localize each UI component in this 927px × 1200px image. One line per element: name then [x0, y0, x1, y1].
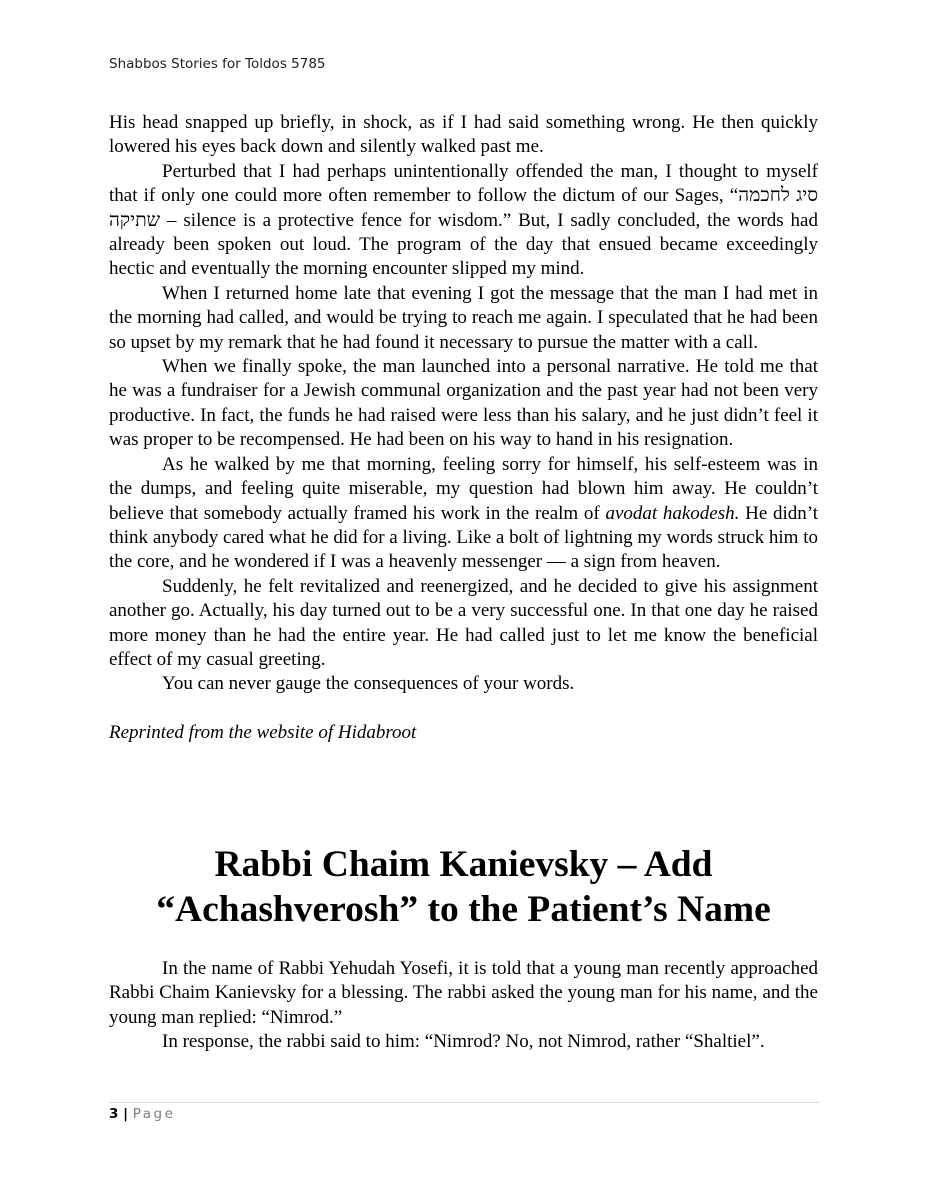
hebrew-quote: סיג לחכמה שתיקה — [109, 185, 819, 231]
footer-divider — [109, 1102, 820, 1103]
page-number: 3 — [109, 1106, 119, 1122]
footer-separator: | — [118, 1106, 133, 1122]
title-line: “Achashverosh” to the Patient’s Name — [156, 889, 771, 930]
page-label: Page — [132, 1106, 176, 1122]
paragraph-text: – silence is a protective fence for wisdom.” But, I sadly concluded, the words had already been spoken out loud. The program of the day that ensued became exceedingly hectic and eventually the morning encounter slipped my mind. — [109, 209, 818, 280]
paragraph: In the name of Rabbi Yehudah Yosefi, it is told that a young man recently approached Rabbi Chaim Kanievsky for a blessing. The rabbi asked the young man for his name, and the young man replied: “Nimrod.” — [109, 958, 818, 1028]
story-title — [60, 842, 867, 932]
story-body — [109, 111, 818, 745]
spacer — [109, 697, 818, 721]
story-body — [109, 957, 818, 1055]
paragraph — [109, 160, 818, 282]
paragraph: In response, the rabbi said to him: “Nimrod? No, not Nimrod, rather “Shaltiel”. — [162, 1031, 765, 1053]
paragraph — [109, 453, 818, 575]
italic-term: avodat hakodesh. — [605, 502, 740, 524]
reprint-credit: Reprinted from the website of Hidabroot — [109, 721, 417, 743]
running-header: Shabbos Stories for Toldos 5785 — [109, 56, 326, 72]
page-footer — [109, 1106, 175, 1122]
paragraph: When I returned home late that evening I got the message that the man I had met in the morning had called, and would be trying to reach me again. I speculated that he had been so upset by my remark that he had found it necessary to pursue the matter with a call. — [109, 282, 818, 353]
paragraph: His head snapped up briefly, in shock, as if I had said something wrong. He then quickly lowered his eyes back down and silently walked past me. — [109, 112, 818, 158]
paragraph: When we finally spoke, the man launched into a personal narrative. He told me that he was a fundraiser for a Jewish communal organization and the past year had not been very productive. In fact, the funds he had raised were less than his salary, and he just didn’t feel it was proper to be recompensed. He had been on his way to hand in his resignation. — [109, 356, 818, 451]
title-line: Rabbi Chaim Kanievsky – Add — [214, 844, 713, 885]
paragraph-text: He didn’t think anybody cared what he did for a living. Like a bolt of lightning my words struck him to the core, and he wondered if I was a heavenly messenger — a sign from heaven. — [109, 502, 818, 573]
paragraph: You can never gauge the consequences of your words. — [162, 673, 575, 695]
paragraph: Suddenly, he felt revitalized and reenergized, and he decided to give his assignment another go. Actually, his day turned out to be a very successful one. In that one day he raised more money than he had the entire year. He had called just to let me know the beneficial effect of my casual greeting. — [109, 575, 818, 670]
paragraph-text: Perturbed that I had perhaps unintentionally offended the man, I thought to myself that if only one could more often remember to follow the dictum of our Sages, “ — [109, 160, 818, 207]
paragraph-text: As he walked by me that morning, feeling sorry for himself, his self-esteem was in the dumps, and feeling quite miserable, my question had blown him away. He couldn’t believe that somebody actually framed his work in the realm of — [109, 453, 818, 524]
